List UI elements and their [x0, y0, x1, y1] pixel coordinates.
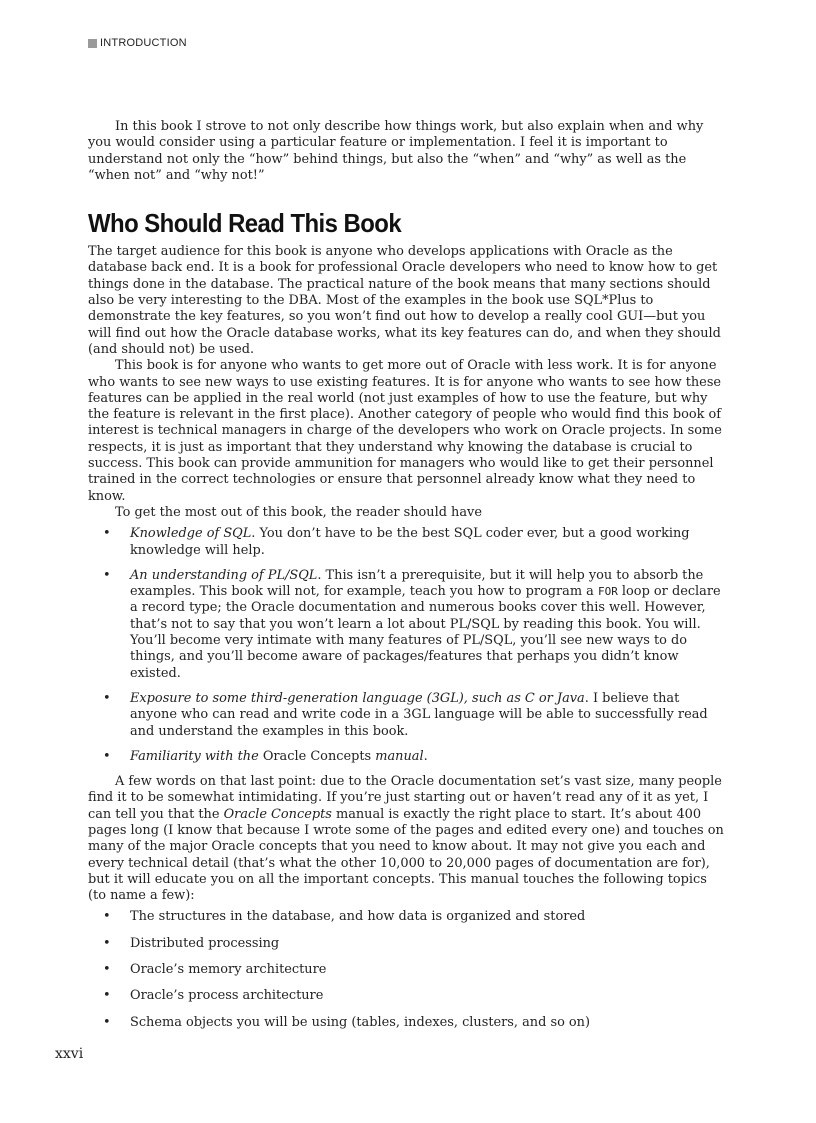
list-item: • Oracle’s process architecture	[88, 988, 728, 1004]
topics-list	[88, 909, 728, 1030]
list-item-text: loop or declare a record type; the Oracle documentation and numerous books cover this well. However, that’s not to say that you won’t learn a lot about PL/SQL by reading this book. You will. You’ll become very intimate with many features of PL/SQL, you’ll see new ways to do things, and you’ll become aware of packages/features that perhaps you didn’t know existed.	[130, 584, 721, 681]
concepts-paragraph	[88, 774, 728, 904]
concepts-emphasis: Oracle Concepts	[223, 806, 332, 822]
list-item: • The structures in the database, and how data is organized and stored	[88, 909, 728, 925]
running-head	[88, 36, 187, 50]
inline-code: FOR	[597, 585, 618, 599]
intro-paragraph: In this book I strove to not only describe how things work, but also explain when and why you would consider using a particular feature or implementation. I feel it is important to understand not only the “how” behind things, but also the “when” and “why” as well as the “when not” and “why not!”	[88, 119, 704, 183]
list-item-text: . This isn’t a prerequisite, but it will help you to absorb the examples. This book will not, for example, teach you how to program a	[130, 567, 704, 600]
section-title: Who Should Read This Book	[88, 208, 402, 239]
list-item	[88, 691, 728, 740]
list-item	[88, 526, 728, 559]
list-item-text: Oracle Concepts	[258, 748, 376, 764]
list-item-emphasis: An understanding of PL/SQL	[130, 567, 318, 583]
page-number: xxvi	[55, 1046, 84, 1062]
list-item: • Schema objects you will be using (tables, indexes, clusters, and so on)	[88, 1015, 728, 1031]
running-head-square-icon	[88, 39, 97, 48]
prerequisites-intro: To get the most out of this book, the reader should have	[115, 504, 482, 520]
concepts-text: A few words on that last point: due to the Oracle documentation set’s vast size, many people find it to be somewhat intimidating. If you’re just starting out or haven’t read any of it as yet, I can tell you that the	[88, 774, 722, 822]
list-item-text: .	[423, 748, 428, 764]
audience-paragraph: The target audience for this book is anyone who develops applications with Oracle as the database back end. It is a book for professional Oracle developers who need to know how to get things done in the database. The practical nature of the book means that many sections should also be very interesting to the DBA. Most of the examples in the book use SQL*Plus to demonstrate the key features, so you won’t find out how to develop a really cool GUI—but you will find out how the Oracle database works, what its key features can do, and when they should (and should not) be used.	[88, 244, 721, 357]
list-item-emphasis: Exposure to some third-generation language (3GL), such as C or Java	[130, 690, 585, 706]
prerequisites-list	[88, 526, 728, 765]
list-item-text: . I believe that anyone who can read and write code in a 3GL language will be able to successfully read and understand the examples in this book.	[130, 690, 708, 739]
list-item	[88, 568, 728, 682]
list-item-emphasis: Knowledge of SQL	[130, 526, 252, 542]
page-content	[88, 119, 728, 1041]
list-item-emphasis: manual	[375, 748, 424, 764]
list-item-text: . You don’t have to be the best SQL coder ever, but a good working knowledge will help.	[130, 526, 690, 558]
list-item	[88, 749, 728, 765]
running-head-text: INTRODUCTION	[100, 37, 187, 49]
list-item: • Distributed processing	[88, 936, 728, 952]
list-item-emphasis: Familiarity with the	[130, 748, 259, 764]
concepts-text: manual is exactly the right place to start. It’s about 400 pages long (I know that because I wrote some of the pages and edited every one) and touches on many of the major Oracle concepts that you need to know about. It may not give you each and every technical detail (that’s what the other 10,000 to 20,000 pages of documentation are for), but it will educate you on all the important concepts. This manual touches the following topics (to name a few):	[88, 806, 724, 904]
audience-paragraph-2: This book is for anyone who wants to get more out of Oracle with less work. It is for anyone who wants to see new ways to use existing features. It is for anyone who wants to see how these features can be applied in the real world (not just examples of how to use the feature, but why the feature is relevant in the first place). Another category of people who would find this book of interest is technical managers in charge of the developers who work on Oracle projects. In some respects, it is just as important that they understand why knowing the database is crucial to success. This book can provide ammunition for managers who would like to get their personnel trained in the correct technologies or ensure that personnel already know what they need to know.	[88, 358, 722, 504]
list-item: • Oracle’s memory architecture	[88, 962, 728, 978]
